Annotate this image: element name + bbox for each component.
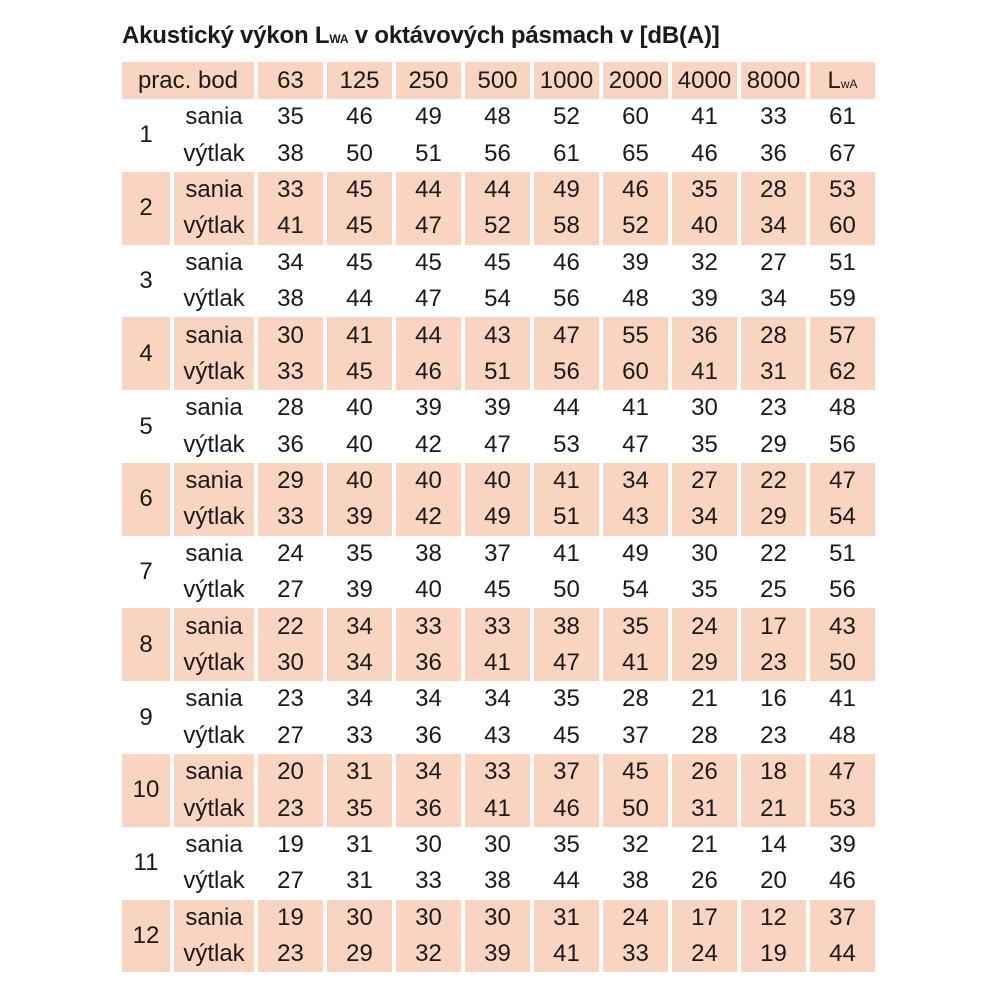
lwa-value: 47 <box>810 463 875 499</box>
band-value: 30 <box>396 900 461 936</box>
band-value: 23 <box>258 790 323 826</box>
table-row-sania <box>122 681 875 717</box>
band-value: 37 <box>484 539 511 567</box>
band-value: 30 <box>691 539 718 567</box>
band-value: 20 <box>258 754 323 790</box>
band-value: 35 <box>553 685 580 713</box>
operating-point: 2 <box>122 172 170 245</box>
header-band: 125 <box>327 62 392 99</box>
band-value: 35 <box>603 608 668 644</box>
band-value: 52 <box>603 208 668 244</box>
band-value: 28 <box>691 721 718 749</box>
table-row-sania <box>122 608 875 644</box>
band-value: 39 <box>465 936 530 972</box>
band-value: 40 <box>465 463 530 499</box>
row-kind-label: sania <box>174 317 254 353</box>
band-value: 33 <box>396 608 461 644</box>
table-row-vytlak <box>122 281 875 317</box>
band-value: 31 <box>346 831 373 858</box>
band-value: 30 <box>691 394 718 422</box>
band-value: 54 <box>484 285 511 313</box>
table-row-vytlak <box>122 645 875 681</box>
row-kind-label: sania <box>185 831 243 858</box>
band-value: 45 <box>346 248 373 276</box>
band-value: 45 <box>327 208 392 244</box>
band-value: 16 <box>760 685 787 713</box>
band-value: 29 <box>741 499 806 535</box>
lwa-value: 51 <box>829 248 856 276</box>
sound-power-table <box>118 62 879 972</box>
row-kind-label: výtlak <box>183 139 245 167</box>
band-value: 34 <box>741 208 806 244</box>
band-value: 39 <box>346 576 373 604</box>
table-row-vytlak <box>122 936 875 972</box>
band-value: 27 <box>277 867 304 895</box>
band-value: 45 <box>484 576 511 604</box>
band-value: 37 <box>622 721 649 749</box>
table-row-vytlak <box>122 790 875 826</box>
band-value: 45 <box>327 354 392 390</box>
band-value: 44 <box>465 172 530 208</box>
band-value: 27 <box>277 721 304 749</box>
band-value: 33 <box>465 754 530 790</box>
band-value: 55 <box>603 317 668 353</box>
band-value: 28 <box>741 317 806 353</box>
band-value: 23 <box>277 685 304 713</box>
band-value: 41 <box>465 645 530 681</box>
band-value: 46 <box>691 139 718 167</box>
band-value: 28 <box>277 394 304 422</box>
table-row-sania <box>122 463 875 499</box>
lwa-value: 56 <box>829 430 856 458</box>
table-row-vytlak <box>122 572 875 608</box>
row-kind-label: výtlak <box>174 208 254 244</box>
band-value: 38 <box>534 608 599 644</box>
band-value: 23 <box>258 936 323 972</box>
lwa-value: 62 <box>810 354 875 390</box>
lwa-value: 46 <box>829 867 856 895</box>
header-lwa-sub: wA <box>840 76 858 91</box>
table-row-sania <box>122 99 875 135</box>
title-subscript: WA <box>329 32 349 46</box>
band-value: 41 <box>691 103 718 131</box>
band-value: 56 <box>534 354 599 390</box>
band-value: 44 <box>553 867 580 895</box>
header-band: 63 <box>258 62 323 99</box>
band-value: 40 <box>327 463 392 499</box>
operating-point: 10 <box>122 754 170 827</box>
title-rest: v oktávových pásmach v [dB(A)] <box>348 22 720 49</box>
row-kind-label: výtlak <box>174 936 254 972</box>
lwa-value: 51 <box>829 539 856 567</box>
band-value: 34 <box>327 645 392 681</box>
band-value: 34 <box>346 685 373 713</box>
band-value: 24 <box>603 900 668 936</box>
lwa-value: 48 <box>829 721 856 749</box>
band-value: 35 <box>346 539 373 567</box>
band-value: 30 <box>327 900 392 936</box>
band-value: 40 <box>672 208 737 244</box>
band-value: 19 <box>277 831 304 858</box>
band-value: 33 <box>415 867 442 895</box>
table-row-vytlak <box>122 354 875 390</box>
band-value: 28 <box>622 685 649 713</box>
band-value: 30 <box>484 831 511 858</box>
band-value: 41 <box>534 936 599 972</box>
band-value: 30 <box>258 317 323 353</box>
band-value: 27 <box>760 248 787 276</box>
band-value: 42 <box>415 430 442 458</box>
band-value: 28 <box>741 172 806 208</box>
band-value: 31 <box>346 867 373 895</box>
band-value: 35 <box>672 172 737 208</box>
band-value: 30 <box>258 645 323 681</box>
row-kind-label: výtlak <box>183 285 245 313</box>
band-value: 23 <box>741 645 806 681</box>
band-value: 34 <box>672 499 737 535</box>
header-band: 250 <box>396 62 461 99</box>
band-value: 36 <box>415 721 442 749</box>
band-value: 60 <box>603 354 668 390</box>
band-value: 23 <box>760 721 787 749</box>
lwa-value: 53 <box>810 790 875 826</box>
operating-point: 5 <box>139 412 153 440</box>
band-value: 12 <box>741 900 806 936</box>
row-kind-label: sania <box>174 754 254 790</box>
band-value: 34 <box>484 685 511 713</box>
table-title <box>122 22 720 50</box>
band-value: 19 <box>741 936 806 972</box>
band-value: 29 <box>327 936 392 972</box>
band-value: 34 <box>396 754 461 790</box>
band-value: 18 <box>741 754 806 790</box>
band-value: 30 <box>415 831 442 858</box>
header-row <box>122 62 875 99</box>
band-value: 43 <box>603 499 668 535</box>
row-kind-label: sania <box>174 900 254 936</box>
band-value: 27 <box>672 463 737 499</box>
table-row-sania <box>122 172 875 208</box>
operating-point: 1 <box>139 121 153 149</box>
band-value: 56 <box>553 285 580 313</box>
band-value: 49 <box>622 539 649 567</box>
band-value: 49 <box>415 103 442 131</box>
band-value: 41 <box>258 208 323 244</box>
lwa-value: 59 <box>829 285 856 313</box>
band-value: 34 <box>760 285 787 313</box>
band-value: 47 <box>622 430 649 458</box>
band-value: 44 <box>396 317 461 353</box>
lwa-value: 48 <box>829 394 856 422</box>
operating-point: 4 <box>122 317 170 390</box>
band-value: 41 <box>534 463 599 499</box>
band-value: 40 <box>346 394 373 422</box>
band-value: 24 <box>672 608 737 644</box>
band-value: 33 <box>760 103 787 131</box>
band-value: 47 <box>396 208 461 244</box>
table-row-sania <box>122 754 875 790</box>
row-kind-label: sania <box>174 608 254 644</box>
band-value: 38 <box>277 139 304 167</box>
lwa-value: 61 <box>829 103 856 131</box>
band-value: 41 <box>465 790 530 826</box>
table-row-vytlak <box>122 135 875 171</box>
band-value: 49 <box>465 499 530 535</box>
lwa-value: 39 <box>829 831 856 858</box>
lwa-value: 37 <box>810 900 875 936</box>
band-value: 44 <box>346 285 373 313</box>
lwa-value: 60 <box>810 208 875 244</box>
band-value: 20 <box>760 867 787 895</box>
band-value: 46 <box>346 103 373 131</box>
band-value: 34 <box>415 685 442 713</box>
header-lwa-main: L <box>827 66 841 94</box>
band-value: 51 <box>534 499 599 535</box>
band-value: 41 <box>553 539 580 567</box>
band-value: 19 <box>258 900 323 936</box>
lwa-value: 57 <box>810 317 875 353</box>
band-value: 35 <box>277 103 304 131</box>
lwa-value: 67 <box>829 139 856 167</box>
band-value: 45 <box>415 248 442 276</box>
table-row-vytlak <box>122 208 875 244</box>
band-value: 22 <box>760 539 787 567</box>
band-value: 44 <box>396 172 461 208</box>
band-value: 53 <box>553 430 580 458</box>
operating-point: 3 <box>139 266 153 294</box>
operating-point: 6 <box>122 463 170 536</box>
band-value: 17 <box>741 608 806 644</box>
band-value: 39 <box>415 394 442 422</box>
band-value: 35 <box>691 576 718 604</box>
table-row-sania <box>122 900 875 936</box>
row-kind-label: sania <box>174 463 254 499</box>
band-value: 51 <box>465 354 530 390</box>
table-row-vytlak <box>122 499 875 535</box>
band-value: 33 <box>258 172 323 208</box>
band-value: 36 <box>396 645 461 681</box>
header-band: 8000 <box>741 62 806 99</box>
lwa-value: 54 <box>810 499 875 535</box>
band-value: 41 <box>327 317 392 353</box>
band-value: 51 <box>415 139 442 167</box>
band-value: 35 <box>327 790 392 826</box>
band-value: 61 <box>553 139 580 167</box>
header-lwa <box>810 62 875 99</box>
table-row-vytlak <box>122 427 875 463</box>
title-main: Akustický výkon L <box>122 22 330 49</box>
band-value: 21 <box>741 790 806 826</box>
band-value: 52 <box>465 208 530 244</box>
operating-point: 11 <box>133 849 159 877</box>
band-value: 31 <box>327 754 392 790</box>
row-kind-label: výtlak <box>174 645 254 681</box>
band-value: 35 <box>691 430 718 458</box>
band-value: 54 <box>622 576 649 604</box>
row-kind-label: výtlak <box>183 867 245 895</box>
band-value: 26 <box>691 867 718 895</box>
band-value: 17 <box>672 900 737 936</box>
band-value: 21 <box>691 685 718 713</box>
band-value: 45 <box>603 754 668 790</box>
band-value: 46 <box>603 172 668 208</box>
band-value: 23 <box>760 394 787 422</box>
band-value: 39 <box>622 248 649 276</box>
header-band: 1000 <box>534 62 599 99</box>
band-value: 44 <box>553 394 580 422</box>
band-value: 33 <box>603 936 668 972</box>
band-value: 43 <box>484 721 511 749</box>
header-band: 4000 <box>672 62 737 99</box>
band-value: 50 <box>346 139 373 167</box>
band-value: 38 <box>622 867 649 895</box>
band-value: 60 <box>622 103 649 131</box>
band-value: 36 <box>396 790 461 826</box>
band-value: 43 <box>465 317 530 353</box>
band-value: 14 <box>760 831 787 858</box>
table-row-sania <box>122 317 875 353</box>
band-value: 31 <box>741 354 806 390</box>
band-value: 36 <box>277 430 304 458</box>
band-value: 24 <box>277 539 304 567</box>
row-kind-label: sania <box>185 103 243 131</box>
band-value: 46 <box>534 790 599 826</box>
band-value: 48 <box>622 285 649 313</box>
band-value: 34 <box>327 608 392 644</box>
row-kind-label: sania <box>185 248 243 276</box>
band-value: 47 <box>534 317 599 353</box>
band-value: 39 <box>691 285 718 313</box>
band-value: 46 <box>396 354 461 390</box>
row-kind-label: výtlak <box>174 354 254 390</box>
band-value: 32 <box>396 936 461 972</box>
header-band: 2000 <box>603 62 668 99</box>
band-value: 46 <box>553 248 580 276</box>
band-value: 34 <box>277 248 304 276</box>
operating-point: 7 <box>139 558 153 586</box>
row-kind-label: sania <box>185 539 243 567</box>
band-value: 30 <box>465 900 530 936</box>
band-value: 48 <box>484 103 511 131</box>
row-kind-label: sania <box>185 685 243 713</box>
band-value: 36 <box>760 139 787 167</box>
band-value: 47 <box>534 645 599 681</box>
band-value: 33 <box>346 721 373 749</box>
row-kind-label: sania <box>185 394 243 422</box>
band-value: 41 <box>603 645 668 681</box>
band-value: 33 <box>465 608 530 644</box>
table-row-sania <box>122 245 875 281</box>
table-row-vytlak <box>122 863 875 899</box>
operating-point: 8 <box>122 608 170 681</box>
operating-point: 12 <box>122 900 170 973</box>
band-value: 49 <box>534 172 599 208</box>
band-value: 40 <box>396 463 461 499</box>
band-value: 50 <box>553 576 580 604</box>
band-value: 33 <box>258 354 323 390</box>
header-prac-bod: prac. bod <box>122 62 254 99</box>
lwa-value: 47 <box>810 754 875 790</box>
lwa-value: 50 <box>810 645 875 681</box>
band-value: 45 <box>484 248 511 276</box>
band-value: 65 <box>622 139 649 167</box>
band-value: 22 <box>741 463 806 499</box>
band-value: 24 <box>672 936 737 972</box>
table-row-sania <box>122 827 875 863</box>
band-value: 52 <box>553 103 580 131</box>
band-value: 38 <box>415 539 442 567</box>
band-value: 40 <box>346 430 373 458</box>
band-value: 29 <box>760 430 787 458</box>
table-row-vytlak <box>122 718 875 754</box>
header-band: 500 <box>465 62 530 99</box>
band-value: 50 <box>603 790 668 826</box>
band-value: 22 <box>258 608 323 644</box>
row-kind-label: výtlak <box>174 790 254 826</box>
band-value: 32 <box>622 831 649 858</box>
lwa-value: 43 <box>810 608 875 644</box>
band-value: 38 <box>484 867 511 895</box>
band-value: 41 <box>672 354 737 390</box>
table-row-sania <box>122 536 875 572</box>
band-value: 38 <box>277 285 304 313</box>
band-value: 35 <box>553 831 580 858</box>
band-value: 47 <box>415 285 442 313</box>
band-value: 32 <box>691 248 718 276</box>
band-value: 34 <box>603 463 668 499</box>
band-value: 37 <box>534 754 599 790</box>
band-value: 39 <box>484 394 511 422</box>
table-row-sania <box>122 390 875 426</box>
band-value: 29 <box>672 645 737 681</box>
band-value: 45 <box>553 721 580 749</box>
band-value: 25 <box>760 576 787 604</box>
band-value: 33 <box>258 499 323 535</box>
band-value: 27 <box>277 576 304 604</box>
band-value: 31 <box>672 790 737 826</box>
row-kind-label: výtlak <box>183 430 245 458</box>
band-value: 29 <box>258 463 323 499</box>
band-value: 31 <box>534 900 599 936</box>
row-kind-label: výtlak <box>183 576 245 604</box>
band-value: 41 <box>622 394 649 422</box>
lwa-value: 41 <box>829 685 856 713</box>
row-kind-label: výtlak <box>183 721 245 749</box>
band-value: 42 <box>396 499 461 535</box>
row-kind-label: sania <box>174 172 254 208</box>
lwa-value: 44 <box>810 936 875 972</box>
band-value: 47 <box>484 430 511 458</box>
operating-point: 9 <box>139 703 153 731</box>
band-value: 36 <box>672 317 737 353</box>
band-value: 40 <box>415 576 442 604</box>
band-value: 58 <box>534 208 599 244</box>
lwa-value: 53 <box>810 172 875 208</box>
band-value: 26 <box>672 754 737 790</box>
band-value: 21 <box>691 831 718 858</box>
lwa-value: 56 <box>829 576 856 604</box>
band-value: 56 <box>484 139 511 167</box>
band-value: 45 <box>327 172 392 208</box>
row-kind-label: výtlak <box>174 499 254 535</box>
band-value: 39 <box>327 499 392 535</box>
